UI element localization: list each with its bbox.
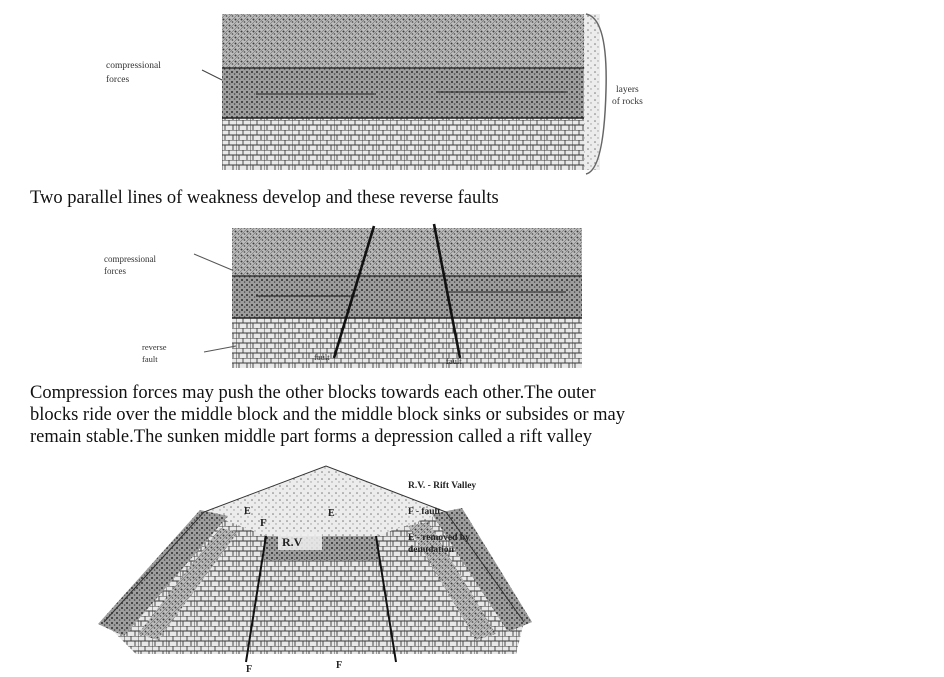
label-compressional2-line2: forces <box>104 266 126 276</box>
mark-f-bottom-right: F <box>336 660 343 671</box>
caption2-line3: remain stable.The sunken middle part forms a depression called a rift valley <box>30 427 593 447</box>
legend-removed-line2: denudation <box>408 545 454 555</box>
rock-layer-bottom-2 <box>232 318 582 368</box>
arrow-compressional <box>202 70 222 80</box>
label-compressional-line1: compressional <box>106 61 161 71</box>
label-layers-line1: layers <box>616 85 639 95</box>
label-fault-1: fault <box>314 352 330 362</box>
rock-layer-middle-2 <box>232 276 582 318</box>
mark-f-top: F <box>260 517 267 529</box>
caption-compression-forces <box>30 382 625 448</box>
caption-parallel-lines <box>30 187 499 209</box>
caption2-line1: Compression forces may push the other blocks towards each other.The outer <box>30 383 596 403</box>
figure-rift-valley <box>96 456 536 673</box>
label-layers-line2: of rocks <box>612 97 643 107</box>
legend-rift-valley: R.V. - Rift Valley <box>408 481 477 491</box>
figure-reverse-faults <box>96 218 596 378</box>
arrow-compressional-2 <box>194 254 232 270</box>
legend-removed-line1: E - removed by <box>408 533 470 543</box>
arrow-reverse-fault <box>204 346 236 352</box>
rock-layer-middle <box>222 68 596 118</box>
mark-e-left: E <box>244 506 251 517</box>
label-compressional-line2: forces <box>106 75 130 85</box>
mark-rv: R.V <box>282 535 303 549</box>
caption1-text: Two parallel lines of weakness develop and these reverse faults <box>30 188 499 208</box>
mark-e-right: E <box>328 508 335 519</box>
label-compressional2-line1: compressional <box>104 254 156 264</box>
caption2-line2: blocks ride over the middle block and the middle block sinks or subsides or may <box>30 405 625 425</box>
legend-fault: F - fault <box>408 507 441 517</box>
label-fault-2: fault <box>446 356 462 366</box>
label-reverse-line1: reverse <box>142 342 167 352</box>
label-reverse-line2: fault <box>142 354 158 364</box>
mark-f-bottom-left: F <box>246 664 253 673</box>
rock-layer-top <box>222 14 596 74</box>
rock-layer-bottom <box>222 118 596 170</box>
figure-compressional-layers <box>96 0 676 182</box>
